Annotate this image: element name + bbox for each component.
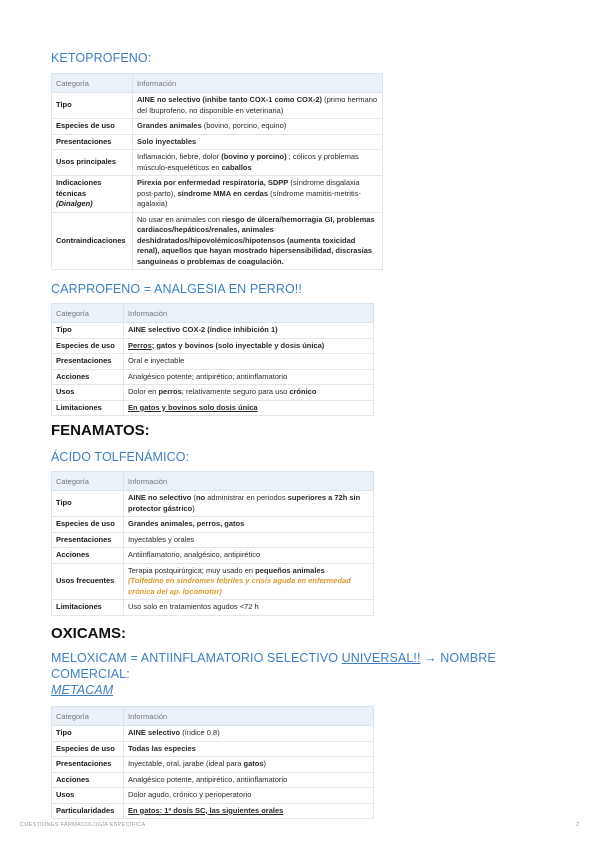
- header-categoria: Categoría: [52, 304, 124, 323]
- row-info: Oral e inyectable: [124, 354, 374, 370]
- row-category: Acciones: [52, 548, 124, 564]
- table-header-row: [52, 304, 374, 323]
- header-informacion: Información: [124, 472, 374, 491]
- row-info: Analgésico potente, antipirético, antiinflamatorio: [124, 772, 374, 788]
- row-info: Inflamación, fiebre, dolor (bovino y porcino) ; cólicos y problemas músculo-esqueléticos en caballos: [133, 150, 383, 176]
- row-category: Limitaciones: [52, 600, 124, 616]
- row-category: Tipo: [52, 93, 133, 119]
- table-row: [52, 772, 374, 788]
- tolfenamico-heading: ÁCIDO TOLFENÁMICO:: [51, 450, 190, 464]
- tolfenamico-table: [51, 471, 374, 616]
- row-category: Presentaciones: [52, 532, 124, 548]
- row-category: Acciones: [52, 369, 124, 385]
- row-info: Uso solo en tratamientos agudos <72 h: [124, 600, 374, 616]
- row-category: Tipo: [52, 491, 124, 517]
- header-categoria: Categoría: [52, 707, 124, 726]
- table-row: [52, 212, 383, 270]
- carprofeno-section: [51, 281, 391, 416]
- row-category: Acciones: [52, 772, 124, 788]
- table-header-row: [52, 74, 383, 93]
- table-row: [52, 176, 383, 213]
- tolfenamico-section: [51, 449, 391, 616]
- table-row: [52, 726, 374, 742]
- table-row: [52, 532, 374, 548]
- table-row: [52, 369, 374, 385]
- table-row: [52, 548, 374, 564]
- row-category: Contraindicaciones: [52, 212, 133, 270]
- table-row: [52, 600, 374, 616]
- row-category: Indicaciones técnicas (Dinalgen): [52, 176, 133, 213]
- row-info: AINE selectivo COX-2 (índice inhibición 1): [124, 323, 374, 339]
- row-category: Usos: [52, 385, 124, 401]
- header-categoria: Categoría: [52, 472, 124, 491]
- header-informacion: Información: [133, 74, 383, 93]
- row-info: Grandes animales (bovino, porcino, equino): [133, 119, 383, 135]
- row-info: Inyectable, oral, jarabe (ideal para gatos): [124, 757, 374, 773]
- row-info: Pirexia por enfermedad respiratoria, SDPP (síndrome disgalaxia post-parto), síndrome MMA en cerdas (síndrome mamitis-metritis-agalaxia): [133, 176, 383, 213]
- header-categoria: Categoría: [52, 74, 133, 93]
- table-header-row: [52, 707, 374, 726]
- header-informacion: Información: [124, 304, 374, 323]
- row-category: Tipo: [52, 323, 124, 339]
- table-row: [52, 741, 374, 757]
- row-category: Tipo: [52, 726, 124, 742]
- ketoprofeno-section: [51, 50, 391, 270]
- table-header-row: [52, 472, 374, 491]
- row-category: Limitaciones: [52, 400, 124, 416]
- ketoprofeno-table: [51, 73, 383, 270]
- table-row: [52, 119, 383, 135]
- row-category: Especies de uso: [52, 517, 124, 533]
- row-category: Particularidades: [52, 803, 124, 819]
- meloxicam-section: [51, 650, 521, 819]
- row-category: Presentaciones: [52, 757, 124, 773]
- table-row: [52, 134, 383, 150]
- fenamatos-heading: FENAMATOS:: [51, 422, 150, 439]
- row-category: Usos: [52, 788, 124, 804]
- row-info: Antiinflamatorio, analgésico, antipirético: [124, 548, 374, 564]
- table-row: [52, 491, 374, 517]
- ketoprofeno-heading: KETOPROFENO:: [51, 51, 152, 65]
- table-row: [52, 354, 374, 370]
- table-row: [52, 803, 374, 819]
- carprofeno-table: [51, 303, 374, 416]
- row-info: No usar en animales con riesgo de úlcera/hemorragia GI, problemas cardiacos/hepáticos/renales, animales deshidratados/hipovolémicos/hipotensos (aumenta toxicidad renal), aquellos que hayan mostrado hipersensibilidad, discrasias sanguíneas o problemas de coagulación.: [133, 212, 383, 270]
- table-row: [52, 323, 374, 339]
- row-info: AINE no selectivo (no administrar en periodos superiores a 72h sin protector gástrico): [124, 491, 374, 517]
- row-category: Especies de uso: [52, 338, 124, 354]
- row-info: Todas las especies: [124, 741, 374, 757]
- table-row: [52, 385, 374, 401]
- page-number: 2: [576, 822, 580, 828]
- row-info: Inyectables y orales: [124, 532, 374, 548]
- row-category: Usos frecuentes: [52, 563, 124, 600]
- table-row: [52, 757, 374, 773]
- meloxicam-table: [51, 706, 374, 819]
- table-row: [52, 517, 374, 533]
- oxicams-heading: OXICAMS:: [51, 625, 126, 642]
- row-info: AINE no selectivo (inhibe tanto COX-1 como COX-2) (primo hermano del Ibuprofeno, no disponible en veterinaria): [133, 93, 383, 119]
- row-category: Especies de uso: [52, 741, 124, 757]
- row-category: Presentaciones: [52, 354, 124, 370]
- row-category: Especies de uso: [52, 119, 133, 135]
- table-row: [52, 788, 374, 804]
- row-info: Terapia postquirúrgica; muy usado en pequeños animales (Tolfedine en síndromes febriles y crisis aguda en enfermedad crónica del ap. locomotor): [124, 563, 374, 600]
- row-category: Usos principales: [52, 150, 133, 176]
- row-info: En gatos: 1ª dosis SC, las siguientes orales: [124, 803, 374, 819]
- meloxicam-heading: MELOXICAM = ANTIINFLAMATORIO SELECTIVO UNIVERSAL!! → NOMBRE COMERCIAL: METACAM: [51, 651, 496, 697]
- row-info: Grandes animales, perros, gatos: [124, 517, 374, 533]
- row-info: Dolor agudo, crónico y perioperatorio: [124, 788, 374, 804]
- row-info: AINE selectivo (índice 0.8): [124, 726, 374, 742]
- footer-label: CUESTIONES FARMACOLOGÍA ESPECÍFICA: [20, 822, 146, 828]
- row-info: Dolor en perros; relativamente seguro para uso crónico: [124, 385, 374, 401]
- row-info: Analgésico potente; antipirético; antiinflamatorio: [124, 369, 374, 385]
- carprofeno-heading: CARPROFENO = ANALGESIA EN PERRO!!: [51, 282, 302, 296]
- table-row: [52, 563, 374, 600]
- row-info: En gatos y bovinos solo dosis única: [124, 400, 374, 416]
- table-row: [52, 338, 374, 354]
- table-row: [52, 150, 383, 176]
- row-category: Presentaciones: [52, 134, 133, 150]
- row-info: Perros; gatos y bovinos (solo inyectable y dosis única): [124, 338, 374, 354]
- header-informacion: Información: [124, 707, 374, 726]
- table-row: [52, 93, 383, 119]
- table-row: [52, 400, 374, 416]
- row-info: Solo inyectables: [133, 134, 383, 150]
